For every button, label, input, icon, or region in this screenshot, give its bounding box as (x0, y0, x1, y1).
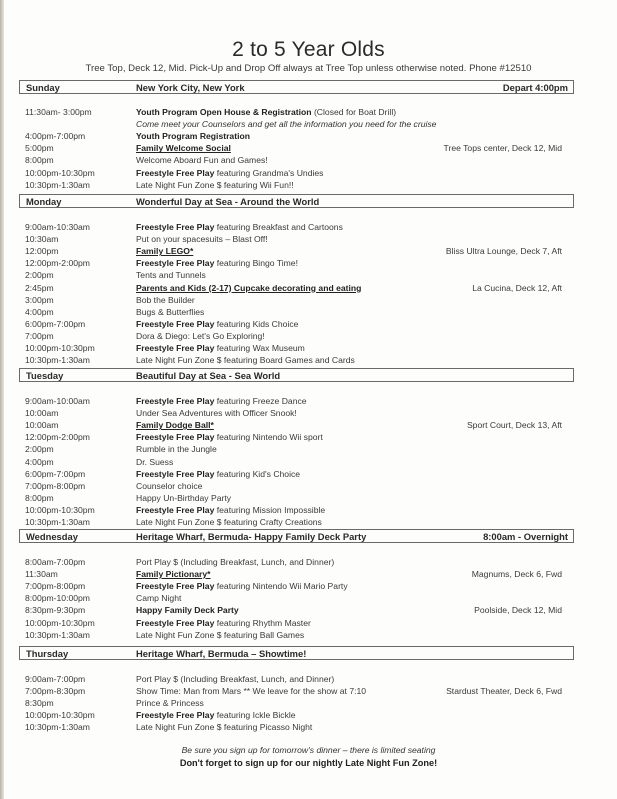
schedule-row (0, 246, 617, 258)
event-activity (136, 283, 361, 293)
event-activity: Late Night Fun Zone $ featuring Wii Fun!! (136, 179, 294, 190)
schedule-row (0, 283, 617, 295)
event-activity: Freestyle Free Play featuring Rhythm Master (136, 617, 311, 628)
event-activity: Happy Un-Birthday Party (136, 492, 232, 503)
event-activity (136, 131, 250, 141)
schedule-row (0, 143, 617, 155)
event-time: 8:30pm (25, 698, 54, 709)
schedule-row (0, 258, 617, 270)
schedule-row (0, 107, 617, 119)
schedule-row (0, 517, 617, 529)
day-departure: 8:00am - Overnight (483, 531, 568, 542)
day-header-monday (19, 194, 574, 208)
event-activity (136, 246, 193, 256)
schedule-row (0, 722, 617, 734)
event-time: 7:00pm-8:00pm (25, 480, 86, 491)
event-activity (136, 605, 239, 615)
event-time: 9:00am-7:00pm (25, 674, 86, 684)
event-activity: Freestyle Free Play featuring Mission Impossible (136, 504, 326, 515)
event-activity: Dora & Diego: Let's Go Exploring! (136, 330, 265, 341)
event-time: 12:00pm-2:00pm (25, 258, 90, 269)
day-port: Heritage Wharf, Bermuda- Happy Family Deck Party (136, 531, 367, 542)
page-subtitle: Tree Top, Deck 12, Mid. Pick-Up and Drop Off always at Tree Top unless otherwise noted. Phone #12510 (85, 63, 532, 74)
event-activity: Freestyle Free Play featuring Breakfast and Cartoons (136, 222, 343, 232)
fun-zone-signup-note: Don't forget to sign up for our nightly Late Night Fun Zone! (179, 758, 438, 768)
event-time: 9:00am-10:30am (25, 222, 90, 232)
event-time: 10:00pm-10:30pm (25, 617, 95, 628)
event-activity: Show Time: Man from Mars ** We leave for the show at 7:10 (136, 686, 367, 697)
event-location: Poolside, Deck 12, Mid (474, 605, 562, 616)
event-time: 10:30pm-1:30am (25, 629, 90, 640)
event-title: Freestyle Free Play (136, 581, 215, 592)
event-title: Freestyle Free Play (136, 318, 215, 329)
schedule-row (0, 432, 617, 444)
schedule-row (0, 710, 617, 722)
event-activity: Put on your spacesuits – Blast Off! (136, 234, 268, 245)
event-activity: Freestyle Free Play featuring Grandma's Undies (136, 167, 324, 178)
schedule-row (0, 270, 617, 282)
schedule-row (0, 469, 617, 481)
event-time: 12:00pm-2:00pm (25, 432, 90, 443)
event-activity: Tents and Tunnels (136, 270, 206, 281)
event-title: Freestyle Free Play (136, 710, 215, 721)
event-time: 10:00pm-10:30pm (25, 504, 95, 515)
schedule-row (0, 355, 617, 367)
family-event-title: Family LEGO* (136, 246, 194, 257)
day-name: Wednesday (26, 531, 78, 542)
event-activity: Freestyle Free Play featuring Kid's Choice (136, 468, 301, 479)
schedule-row (0, 493, 617, 505)
family-event-title: Family Welcome Social (136, 143, 231, 154)
schedule-row (0, 457, 617, 469)
event-time: 10:00pm-10:30pm (25, 710, 95, 721)
event-activity (136, 569, 211, 579)
event-time: 10:00pm-10:30pm (25, 343, 95, 353)
schedule-row (0, 593, 617, 605)
event-activity: Counselor choice (136, 480, 203, 491)
event-activity: Port Play $ (Including Breakfast, Lunch, and Dinner) (136, 674, 335, 684)
event-note: Come meet your Counselors and get all the information you need for the cruise (136, 119, 437, 130)
event-activity: Late Night Fun Zone $ featuring Picasso Night (136, 722, 313, 733)
event-title: Youth Program Registration (136, 131, 250, 142)
event-time: 2:00pm (25, 270, 54, 281)
event-time: 10:00pm-10:30pm (25, 167, 95, 178)
event-activity: Dr. Suess (136, 456, 174, 467)
event-title: Freestyle Free Play (136, 222, 215, 232)
event-time: 8:00am-7:00pm (25, 557, 86, 567)
event-activity: Freestyle Free Play featuring Nintendo Wii sport (136, 432, 323, 443)
event-time: 10:30pm-1:30am (25, 355, 90, 366)
event-time: 6:00pm-7:00pm (25, 468, 86, 479)
event-activity: Freestyle Free Play featuring Ickle Bickle (136, 710, 296, 721)
schedule-row (0, 331, 617, 343)
day-name: Thursday (26, 648, 69, 659)
page-title: 2 to 5 Year Olds (232, 38, 385, 61)
event-title: Freestyle Free Play (136, 258, 215, 269)
schedule-row (0, 222, 617, 234)
schedule-row (0, 686, 617, 698)
event-time: 10:30am (25, 234, 59, 245)
event-location: Tree Tops center, Deck 12, Mid (443, 143, 562, 154)
event-time: 11:30am (25, 569, 58, 580)
event-time: 10:30pm-1:30am (25, 722, 90, 733)
event-time: 4:00pm (25, 306, 54, 317)
event-time: 4:00pm-7:00pm (25, 131, 86, 142)
schedule-row (0, 307, 617, 319)
schedule-row (0, 155, 617, 167)
day-header-sunday (19, 80, 574, 94)
day-departure: Depart 4:00pm (502, 82, 568, 93)
day-name: Tuesday (26, 370, 64, 381)
event-time: 9:00am-10:00am (25, 396, 90, 406)
schedule-row (0, 444, 617, 456)
event-location: Sport Court, Deck 13, Aft (466, 420, 562, 431)
day-header-thursday (19, 646, 574, 660)
event-activity: Freestyle Free Play featuring Freeze Dance (136, 396, 307, 406)
event-activity: Bob the Builder (136, 294, 195, 305)
event-activity: Rumble in the Jungle (136, 444, 217, 455)
event-location: Bliss Ultra Lounge, Deck 7, Aft (445, 246, 562, 257)
event-time: 8:00pm-10:00pm (25, 593, 90, 604)
event-time: 2:45pm (25, 282, 54, 293)
event-location: Stardust Theater, Deck 6, Fwd (446, 686, 562, 697)
schedule-row (0, 630, 617, 642)
event-activity (136, 119, 436, 129)
schedule-row (0, 408, 617, 420)
event-time: 11:30am- 3:00pm (25, 107, 92, 117)
event-activity: Bugs & Butterflies (136, 306, 205, 317)
event-title: Freestyle Free Play (136, 396, 215, 406)
event-time: 3:00pm (25, 294, 54, 305)
event-location: Magnums, Deck 6, Fwd (471, 569, 562, 580)
event-time: 10:30pm-1:30am (25, 179, 90, 190)
schedule-row (0, 581, 617, 593)
schedule-row (0, 618, 617, 630)
schedule-row (0, 131, 617, 143)
event-activity: Welcome Aboard Fun and Games! (136, 155, 268, 166)
family-event-title: Family Pictionary* (136, 569, 211, 580)
event-time: 8:00pm (25, 155, 54, 166)
schedule-row (0, 674, 617, 686)
event-time: 8:00pm (25, 492, 54, 503)
schedule-row (0, 569, 617, 581)
schedule-row (0, 557, 617, 569)
schedule-row (0, 180, 617, 192)
event-time: 2:00pm (25, 444, 54, 455)
family-event-title: Family Dodge Ball* (136, 420, 214, 431)
schedule-row (0, 420, 617, 432)
event-time: 4:00pm (25, 456, 54, 467)
event-time: 7:00pm (25, 330, 54, 341)
event-location: La Cucina, Deck 12, Aft (472, 282, 562, 293)
day-port: New York City, New York (136, 82, 245, 93)
dinner-signup-note: Be sure you sign up for tomorrow's dinner – there is limited seating (181, 745, 436, 755)
event-activity: Late Night Fun Zone $ featuring Ball Games (136, 629, 305, 640)
event-activity: Freestyle Free Play featuring Kids Choice (136, 318, 299, 329)
day-port: Heritage Wharf, Bermuda – Showtime! (136, 648, 307, 659)
schedule-row (0, 605, 617, 617)
event-title: Freestyle Free Play (136, 468, 215, 479)
event-activity (136, 143, 231, 153)
schedule-row (0, 168, 617, 180)
family-event-title: Parents and Kids (2-17) Cupcake decorating and eating (136, 282, 362, 293)
event-time: 7:00pm-8:00pm (25, 581, 86, 592)
event-title: Freestyle Free Play (136, 432, 215, 443)
event-activity: Port Play $ (Including Breakfast, Lunch, and Dinner) (136, 557, 335, 567)
schedule-row (0, 119, 617, 131)
schedule-row (0, 234, 617, 246)
day-name: Sunday (26, 82, 60, 93)
event-time: 8:30pm-9:30pm (25, 605, 86, 616)
event-activity: Freestyle Free Play featuring Nintendo Wii Mario Party (136, 581, 348, 592)
event-activity: Freestyle Free Play featuring Wax Museum (136, 343, 305, 353)
event-activity: Prince & Princess (136, 698, 204, 709)
event-title: Freestyle Free Play (136, 617, 215, 628)
schedule-row (0, 698, 617, 710)
schedule-row (0, 319, 617, 331)
event-time: 10:30pm-1:30am (25, 517, 90, 527)
event-time: 5:00pm (25, 143, 54, 154)
event-time: 7:00pm-8:30pm (25, 686, 86, 697)
event-activity: Late Night Fun Zone $ featuring Crafty Creations (136, 517, 322, 527)
event-time: 6:00pm-7:00pm (25, 318, 86, 329)
event-time: 10:00am (25, 420, 59, 431)
event-activity: Late Night Fun Zone $ featuring Board Games and Cards (136, 355, 355, 366)
schedule-row (0, 343, 617, 355)
schedule-row (0, 295, 617, 307)
schedule-row (0, 505, 617, 517)
event-title: Youth Program Open House & Registration (136, 107, 312, 117)
schedule-row (0, 396, 617, 408)
schedule-row (0, 481, 617, 493)
day-name: Monday (26, 196, 62, 207)
event-activity: Camp Night (136, 593, 182, 604)
event-time: 12:00pm (25, 246, 59, 257)
event-activity: Under Sea Adventures with Officer Snook! (136, 408, 297, 419)
event-title: Freestyle Free Play (136, 343, 215, 353)
day-header-tuesday (19, 368, 574, 382)
event-activity: Youth Program Open House & Registration (Closed for Boat Drill) (136, 107, 397, 117)
event-title: Happy Family Deck Party (136, 605, 239, 616)
event-title: Freestyle Free Play (136, 504, 215, 515)
day-port: Wonderful Day at Sea - Around the World (136, 196, 320, 207)
event-activity (136, 420, 214, 430)
event-time: 10:00am (25, 408, 59, 419)
day-port: Beautiful Day at Sea - Sea World (136, 370, 281, 381)
day-header-wednesday (19, 529, 574, 543)
event-title: Freestyle Free Play (136, 167, 215, 178)
event-activity: Freestyle Free Play featuring Bingo Time! (136, 258, 298, 269)
